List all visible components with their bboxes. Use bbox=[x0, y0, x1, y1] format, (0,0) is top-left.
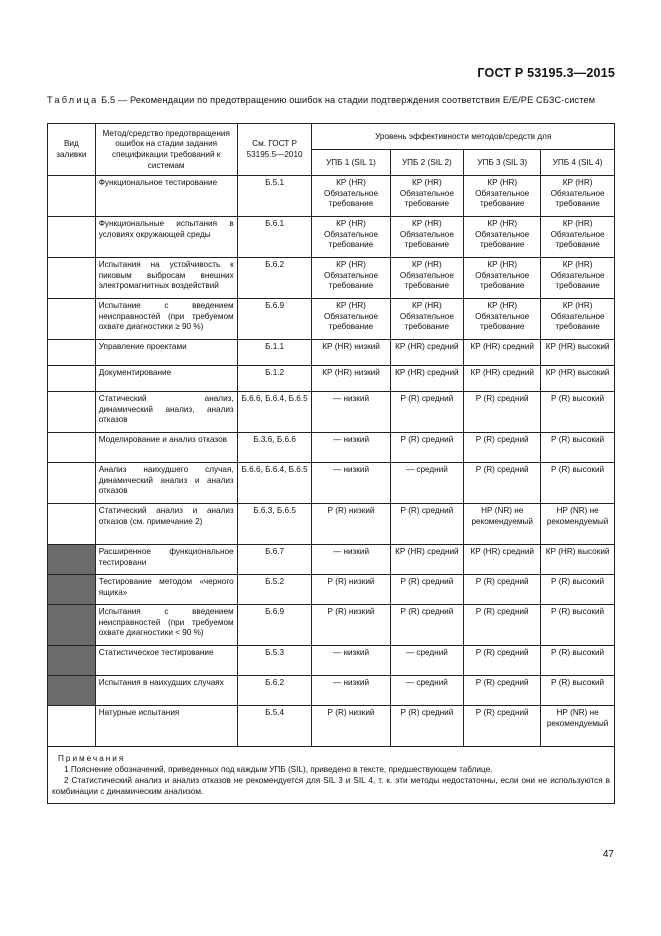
table-row bbox=[48, 605, 615, 646]
row-fill-kind bbox=[48, 392, 96, 433]
row-level-3: Р (R) средний bbox=[464, 392, 541, 433]
row-level-4: Р (R) высокий bbox=[541, 646, 615, 676]
table-row bbox=[48, 340, 615, 366]
row-ref: Б.5.4 bbox=[237, 706, 312, 747]
header-method: Метод/средство предотвращения ошибок на стадии задания спецификации требований к системам bbox=[95, 124, 237, 176]
row-ref: Б.6.2 bbox=[237, 676, 312, 706]
row-method: Статистическое тестирование bbox=[95, 646, 237, 676]
row-level-3: КР (HR) средний bbox=[464, 340, 541, 366]
row-fill-kind bbox=[48, 545, 96, 575]
row-level-2: — средний bbox=[390, 676, 464, 706]
row-level-2: КР (HR) Обязательное требование bbox=[390, 176, 464, 217]
row-level-4: КР (HR) высокий bbox=[541, 545, 615, 575]
row-level-3: Р (R) средний bbox=[464, 575, 541, 605]
row-ref: Б.6.7 bbox=[237, 545, 312, 575]
row-fill-kind bbox=[48, 366, 96, 392]
row-fill-kind bbox=[48, 605, 96, 646]
header-kind: Вид заливки bbox=[48, 124, 96, 176]
row-level-1: — низкий bbox=[312, 463, 390, 504]
row-level-1: — низкий bbox=[312, 646, 390, 676]
row-level-4: КР (HR) Обязательное требование bbox=[541, 299, 615, 340]
row-level-1: КР (HR) Обязательное требование bbox=[312, 176, 390, 217]
table-caption bbox=[47, 94, 615, 107]
note-1: 1 Пояснение обозначений, приведенных под каждым УПБ (SIL), приведено в тексте, предшествующем таблице. bbox=[64, 765, 493, 774]
row-level-1: КР (HR) Обязательное требование bbox=[312, 258, 390, 299]
row-level-3: Р (R) средний bbox=[464, 706, 541, 747]
table-row bbox=[48, 299, 615, 340]
row-method: Тестирование методом «черного ящика» bbox=[95, 575, 237, 605]
row-level-1: КР (HR) низкий bbox=[312, 366, 390, 392]
header-level-group: Уровень эффективности методов/средств для bbox=[312, 124, 615, 150]
row-level-4: КР (HR) Обязательное требование bbox=[541, 258, 615, 299]
row-level-1: Р (R) низкий bbox=[312, 575, 390, 605]
header-level-2: УПБ 2 (SIL 2) bbox=[390, 150, 464, 176]
row-level-4: Р (R) высокий bbox=[541, 433, 615, 463]
notes-cell bbox=[48, 747, 615, 804]
row-ref: Б.1.2 bbox=[237, 366, 312, 392]
row-level-2: Р (R) средний bbox=[390, 706, 464, 747]
row-fill-kind bbox=[48, 706, 96, 747]
row-level-3: НР (NR) не рекомендуемый bbox=[464, 504, 541, 545]
row-method: Статический анализ и анализ отказов (см. примечание 2) bbox=[95, 504, 237, 545]
row-level-2: КР (HR) средний bbox=[390, 366, 464, 392]
row-level-2: Р (R) средний bbox=[390, 575, 464, 605]
row-level-3: КР (HR) средний bbox=[464, 366, 541, 392]
row-level-4: КР (HR) высокий bbox=[541, 340, 615, 366]
row-level-4: Р (R) высокий bbox=[541, 676, 615, 706]
row-ref: Б.1.1 bbox=[237, 340, 312, 366]
row-method: Документирование bbox=[95, 366, 237, 392]
row-level-1: — низкий bbox=[312, 676, 390, 706]
row-level-4: НР (NR) не рекомендуемый bbox=[541, 706, 615, 747]
row-fill-kind bbox=[48, 258, 96, 299]
row-level-2: Р (R) средний bbox=[390, 504, 464, 545]
row-level-1: Р (R) низкий bbox=[312, 706, 390, 747]
row-fill-kind bbox=[48, 676, 96, 706]
row-ref: Б.6.9 bbox=[237, 605, 312, 646]
table-caption-text: Б.5 — Рекомендации по предотвращению ошибок на стадии подтверждения соответствия E/E/PE СБЗС-систем bbox=[98, 95, 596, 105]
table-caption-label: Таблица bbox=[47, 95, 99, 105]
table-row bbox=[48, 392, 615, 433]
row-fill-kind bbox=[48, 340, 96, 366]
row-method: Расширенное функциональное тестировани bbox=[95, 545, 237, 575]
row-level-1: КР (HR) Обязательное требование bbox=[312, 217, 390, 258]
row-method: Функциональные испытания в условиях окружающей среды bbox=[95, 217, 237, 258]
row-level-4: КР (HR) Обязательное требование bbox=[541, 176, 615, 217]
row-level-3: Р (R) средний bbox=[464, 676, 541, 706]
table-body bbox=[48, 176, 615, 747]
row-level-4: КР (HR) Обязательное требование bbox=[541, 217, 615, 258]
row-level-4: Р (R) высокий bbox=[541, 575, 615, 605]
notes-row bbox=[48, 747, 615, 804]
row-level-3: КР (HR) средний bbox=[464, 545, 541, 575]
table-row bbox=[48, 217, 615, 258]
row-level-2: КР (HR) Обязательное требование bbox=[390, 217, 464, 258]
row-method: Моделирование и анализ отказов bbox=[95, 433, 237, 463]
header-ref: См. ГОСТ Р 53195.5—2010 bbox=[237, 124, 312, 176]
row-level-2: — средний bbox=[390, 463, 464, 504]
row-fill-kind bbox=[48, 433, 96, 463]
table-row bbox=[48, 176, 615, 217]
page-number: 47 bbox=[602, 849, 614, 860]
row-level-2: — средний bbox=[390, 646, 464, 676]
row-level-2: Р (R) средний bbox=[390, 392, 464, 433]
row-level-1: КР (HR) Обязательное требование bbox=[312, 299, 390, 340]
row-fill-kind bbox=[48, 646, 96, 676]
table-row bbox=[48, 433, 615, 463]
row-level-1: Р (R) низкий bbox=[312, 605, 390, 646]
header-level-4: УПБ 4 (SIL 4) bbox=[541, 150, 615, 176]
row-level-4: Р (R) высокий bbox=[541, 605, 615, 646]
row-fill-kind bbox=[48, 463, 96, 504]
row-ref: Б.6.9 bbox=[237, 299, 312, 340]
table-row bbox=[48, 575, 615, 605]
row-level-3: Р (R) средний bbox=[464, 605, 541, 646]
table-row bbox=[48, 545, 615, 575]
table-row bbox=[48, 676, 615, 706]
table-row bbox=[48, 258, 615, 299]
row-level-2: Р (R) средний bbox=[390, 605, 464, 646]
document-header: ГОСТ Р 53195.3—2015 bbox=[477, 66, 615, 80]
row-level-4: Р (R) высокий bbox=[541, 463, 615, 504]
row-level-3: КР (HR) Обязательное требование bbox=[464, 217, 541, 258]
header-level-1: УПБ 1 (SIL 1) bbox=[312, 150, 390, 176]
row-level-1: Р (R) низкий bbox=[312, 504, 390, 545]
row-fill-kind bbox=[48, 575, 96, 605]
row-method: Испытания в наихудших случаях bbox=[95, 676, 237, 706]
row-fill-kind bbox=[48, 299, 96, 340]
table-row bbox=[48, 504, 615, 545]
row-level-1: — низкий bbox=[312, 392, 390, 433]
row-level-3: КР (HR) Обязательное требование bbox=[464, 258, 541, 299]
row-ref: Б.6.1 bbox=[237, 217, 312, 258]
table-row bbox=[48, 463, 615, 504]
notes-title: Примечания bbox=[58, 754, 126, 763]
row-method: Испытания на устойчивость к пиковым выбросам внешних электромагнитных воздействий bbox=[95, 258, 237, 299]
row-method: Испытание с введением неисправностей (при требуемом охвате диагностики ≥ 90 %) bbox=[95, 299, 237, 340]
row-level-4: КР (HR) высокий bbox=[541, 366, 615, 392]
row-level-1: — низкий bbox=[312, 433, 390, 463]
row-level-1: КР (HR) низкий bbox=[312, 340, 390, 366]
row-ref: Б.6.2 bbox=[237, 258, 312, 299]
row-level-3: КР (HR) Обязательное требование bbox=[464, 299, 541, 340]
row-level-3: Р (R) средний bbox=[464, 646, 541, 676]
row-level-2: КР (HR) Обязательное требование bbox=[390, 299, 464, 340]
row-level-2: Р (R) средний bbox=[390, 433, 464, 463]
row-ref: Б.6.6, Б.6.4, Б.6.5 bbox=[237, 392, 312, 433]
row-fill-kind bbox=[48, 217, 96, 258]
row-ref: Б.6.6, Б.6.4, Б.6.5 bbox=[237, 463, 312, 504]
row-fill-kind bbox=[48, 176, 96, 217]
row-level-3: Р (R) средний bbox=[464, 433, 541, 463]
note-2: 2 Статистический анализ и анализ отказов не рекомендуется для SIL 3 и SIL 4, т. к. эти методы недостаточны, если они не используются в комбинации с динамическим анализом. bbox=[52, 776, 610, 796]
row-method: Испытания с введением неисправностей (при требуемом охвате диагностики < 90 %) bbox=[95, 605, 237, 646]
row-method: Натурные испытания bbox=[95, 706, 237, 747]
row-level-2: КР (HR) средний bbox=[390, 340, 464, 366]
row-method: Функциональное тестирование bbox=[95, 176, 237, 217]
table-row bbox=[48, 646, 615, 676]
row-fill-kind bbox=[48, 504, 96, 545]
row-level-4: НР (NR) не рекомендуемый bbox=[541, 504, 615, 545]
row-method: Управление проектами bbox=[95, 340, 237, 366]
table-row bbox=[48, 706, 615, 747]
table-row bbox=[48, 366, 615, 392]
header-level-3: УПБ 3 (SIL 3) bbox=[464, 150, 541, 176]
row-level-3: КР (HR) Обязательное требование bbox=[464, 176, 541, 217]
row-level-1: — низкий bbox=[312, 545, 390, 575]
row-level-3: Р (R) средний bbox=[464, 463, 541, 504]
row-method: Статический анализ, динамический анализ, анализ отказов bbox=[95, 392, 237, 433]
row-ref: Б.6.3, Б.6.5 bbox=[237, 504, 312, 545]
row-level-2: КР (HR) Обязательное требование bbox=[390, 258, 464, 299]
recommendations-table bbox=[47, 123, 615, 804]
row-ref: Б.3.6, Б.6.6 bbox=[237, 433, 312, 463]
row-ref: Б.5.2 bbox=[237, 575, 312, 605]
row-ref: Б.5.3 bbox=[237, 646, 312, 676]
row-level-4: Р (R) высокий bbox=[541, 392, 615, 433]
row-ref: Б.5.1 bbox=[237, 176, 312, 217]
row-level-2: КР (HR) средний bbox=[390, 545, 464, 575]
row-method: Анализ наихудшего случая, динамический анализ и анализ отказов bbox=[95, 463, 237, 504]
